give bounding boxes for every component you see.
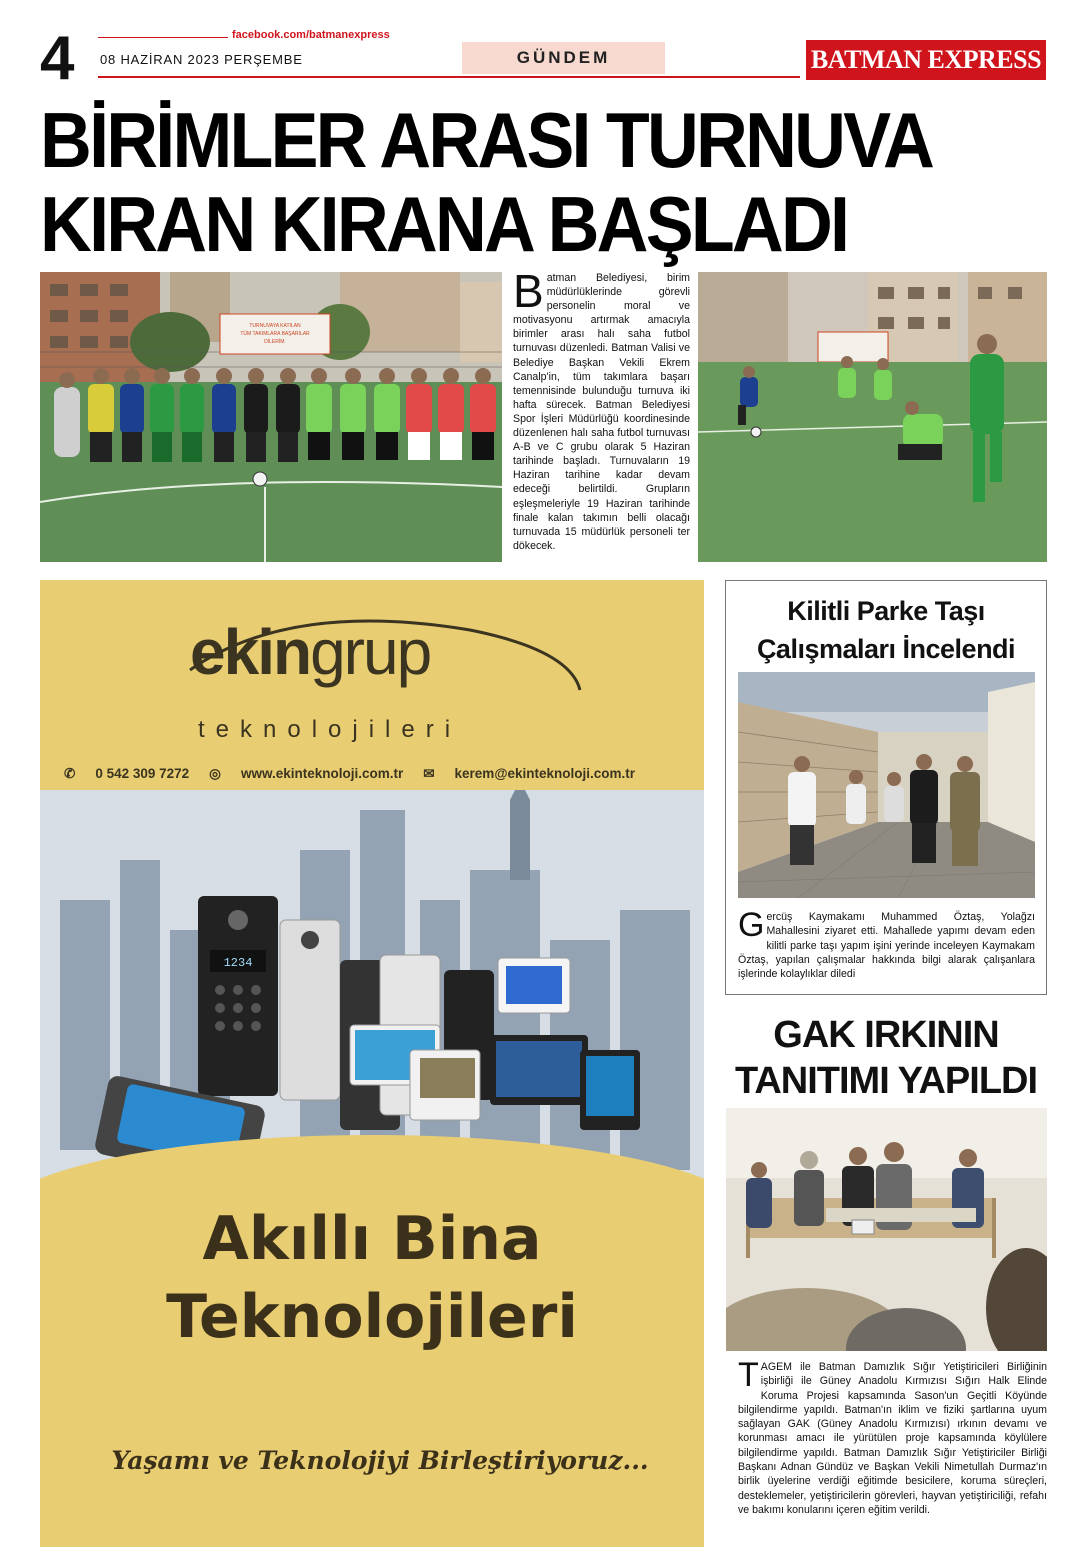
ad-logo <box>190 616 431 688</box>
parke-tasi-title-line-2: Çalışmaları İncelendi <box>756 634 1016 664</box>
page-number: 4 <box>40 24 75 93</box>
ad-headline-line-1: Akıllı Bina <box>202 1204 542 1274</box>
svg-text:TURNUVAYA KATILAN: TURNUVAYA KATILAN <box>249 323 301 329</box>
gak-title-line-2: TANITIMI YAPILDI <box>734 1060 1038 1102</box>
team-lineup-photo <box>40 272 502 562</box>
parke-tasi-body <box>738 906 1035 981</box>
parke-tasi-text: ercüş Kaymakamı Muhammed Öztaş, Yolağzı Mahallesini ziyaret etti. Mahallede yapımı devam eden kilitli parke taşı yapım işini yerinde inceleyen Kaymakam Öztaş, yapılan çalışmalar hakkında bilgi alarak çalışanlara işlerinde kolaylıklar diledi <box>738 911 1035 981</box>
svg-text:TÜM TAKIMLARA BAŞARILAR: TÜM TAKIMLARA BAŞARILAR <box>240 331 310 337</box>
ekingrup-advertisement[interactable] <box>40 580 704 1547</box>
ad-product-illustration <box>40 790 704 1220</box>
ad-logo-ekin: ekin <box>190 616 311 688</box>
ad-contact-strip <box>64 766 684 782</box>
gak-title <box>725 1012 1047 1104</box>
parke-tasi-photo <box>738 672 1035 898</box>
gak-meeting-photo <box>726 1108 1047 1351</box>
ad-logo-grup: grup <box>310 616 431 688</box>
ad-screen-code: 1234 <box>223 956 253 970</box>
parke-tasi-dropcap: G <box>738 906 765 944</box>
headline-line-1: BİRİMLER ARASI TURNUVA <box>40 96 933 184</box>
globe-icon: ◎ <box>209 766 221 781</box>
gak-text: AGEM ile Batman Damızlık Sığır Yetiştiricileri Birliğinin işbirliği ile Güney Anadolu Kırmızısı Sığırı Halk Elinde Koruma Projesi kapsamında Sason'un Geçitli Köyünde bilgilendirme yapıldı. Batman'ın iklim ve fiziki şartlarına uyum sağlayan GAK (Güney Anadolu Kırmızısı) ırkının devamı ve korunması amacı ile yürütülen proje kapsamında köylülere bilgilendirme yapıldı. Batman Damızlık Sığır Yetiştiriciler Birliği Başkanı Adnan Gündüz ve Başkan Vekili Nimetullah Durmaz'ın birlik üyelerine verdiği eğitimde besicilere, koruma süreçleri, desteklemeler, yetiştiricilerin görevleri, hayvan yetiştiriciliği, refahı ve bakımı konularını içeren eğitim verildi. <box>738 1361 1047 1516</box>
phone-icon: ✆ <box>64 766 76 781</box>
gak-body <box>738 1356 1047 1517</box>
svg-text:DİLERİM.: DİLERİM. <box>264 339 286 345</box>
ad-website[interactable]: www.ekinteknoloji.com.tr <box>240 766 404 781</box>
brand-logo: BATMAN EXPRESS <box>806 40 1046 80</box>
facebook-link[interactable]: facebook.com/batmanexpress <box>232 29 390 41</box>
gak-title-line-1: GAK IRKININ <box>773 1014 999 1056</box>
gak-dropcap: T <box>738 1356 759 1394</box>
ad-logo-subtitle: teknolojileri <box>198 716 462 743</box>
header-divider <box>98 37 228 38</box>
headline-line-2: KIRAN KIRANA BAŞLADI <box>40 180 848 268</box>
match-action-photo <box>698 272 1047 562</box>
ad-headline-line-2: Teknolojileri <box>166 1282 578 1352</box>
mail-icon: ✉ <box>423 766 435 781</box>
parke-tasi-title <box>726 592 1046 668</box>
ad-slogan: Yaşamı ve Teknolojiyi Birleştiriyoruz... <box>111 1446 649 1475</box>
section-label: GÜNDEM <box>462 42 665 74</box>
issue-date: 08 HAZİRAN 2023 PERŞEMBE <box>100 52 303 67</box>
header-rule <box>98 76 800 78</box>
main-article-body <box>513 265 690 553</box>
article-dropcap: B <box>513 265 544 317</box>
parke-tasi-title-line-1: Kilitli Parke Taşı <box>787 596 985 626</box>
ad-email[interactable]: kerem@ekinteknoloji.com.tr <box>454 766 636 781</box>
main-headline <box>40 98 969 266</box>
ad-phone: 0 542 309 7272 <box>95 766 190 781</box>
article-text: atman Belediyesi, birim müdürlüklerinde görevli personelin moral ve motivasyonu artırmak amacıyla birimler arası halı saha futbol turnuvası düzenledi. Batman Valisi ve Belediye Başkan Vekili Ekrem Canalp'in, tüm takımlara başarı temennisinde bulunduğu turnuva iki hafta sürecek. Batman Belediyesi Spor İşleri Müdürlüğü koordinesinde düzenlenen halı saha futbol turnuvası A-B ve C grubu olarak 5 Haziran tarihinde başladı. Turnuvaların 19 Haziran tarihine kadar devam edeceği belirtildi. Grupların eşleşmeleriyle 19 Haziran tarihinde finale kalan takımın belli olacağı turnuvada 15 müdürlük personeli ter dökecek. <box>513 272 690 552</box>
ad-headline <box>40 1200 704 1356</box>
